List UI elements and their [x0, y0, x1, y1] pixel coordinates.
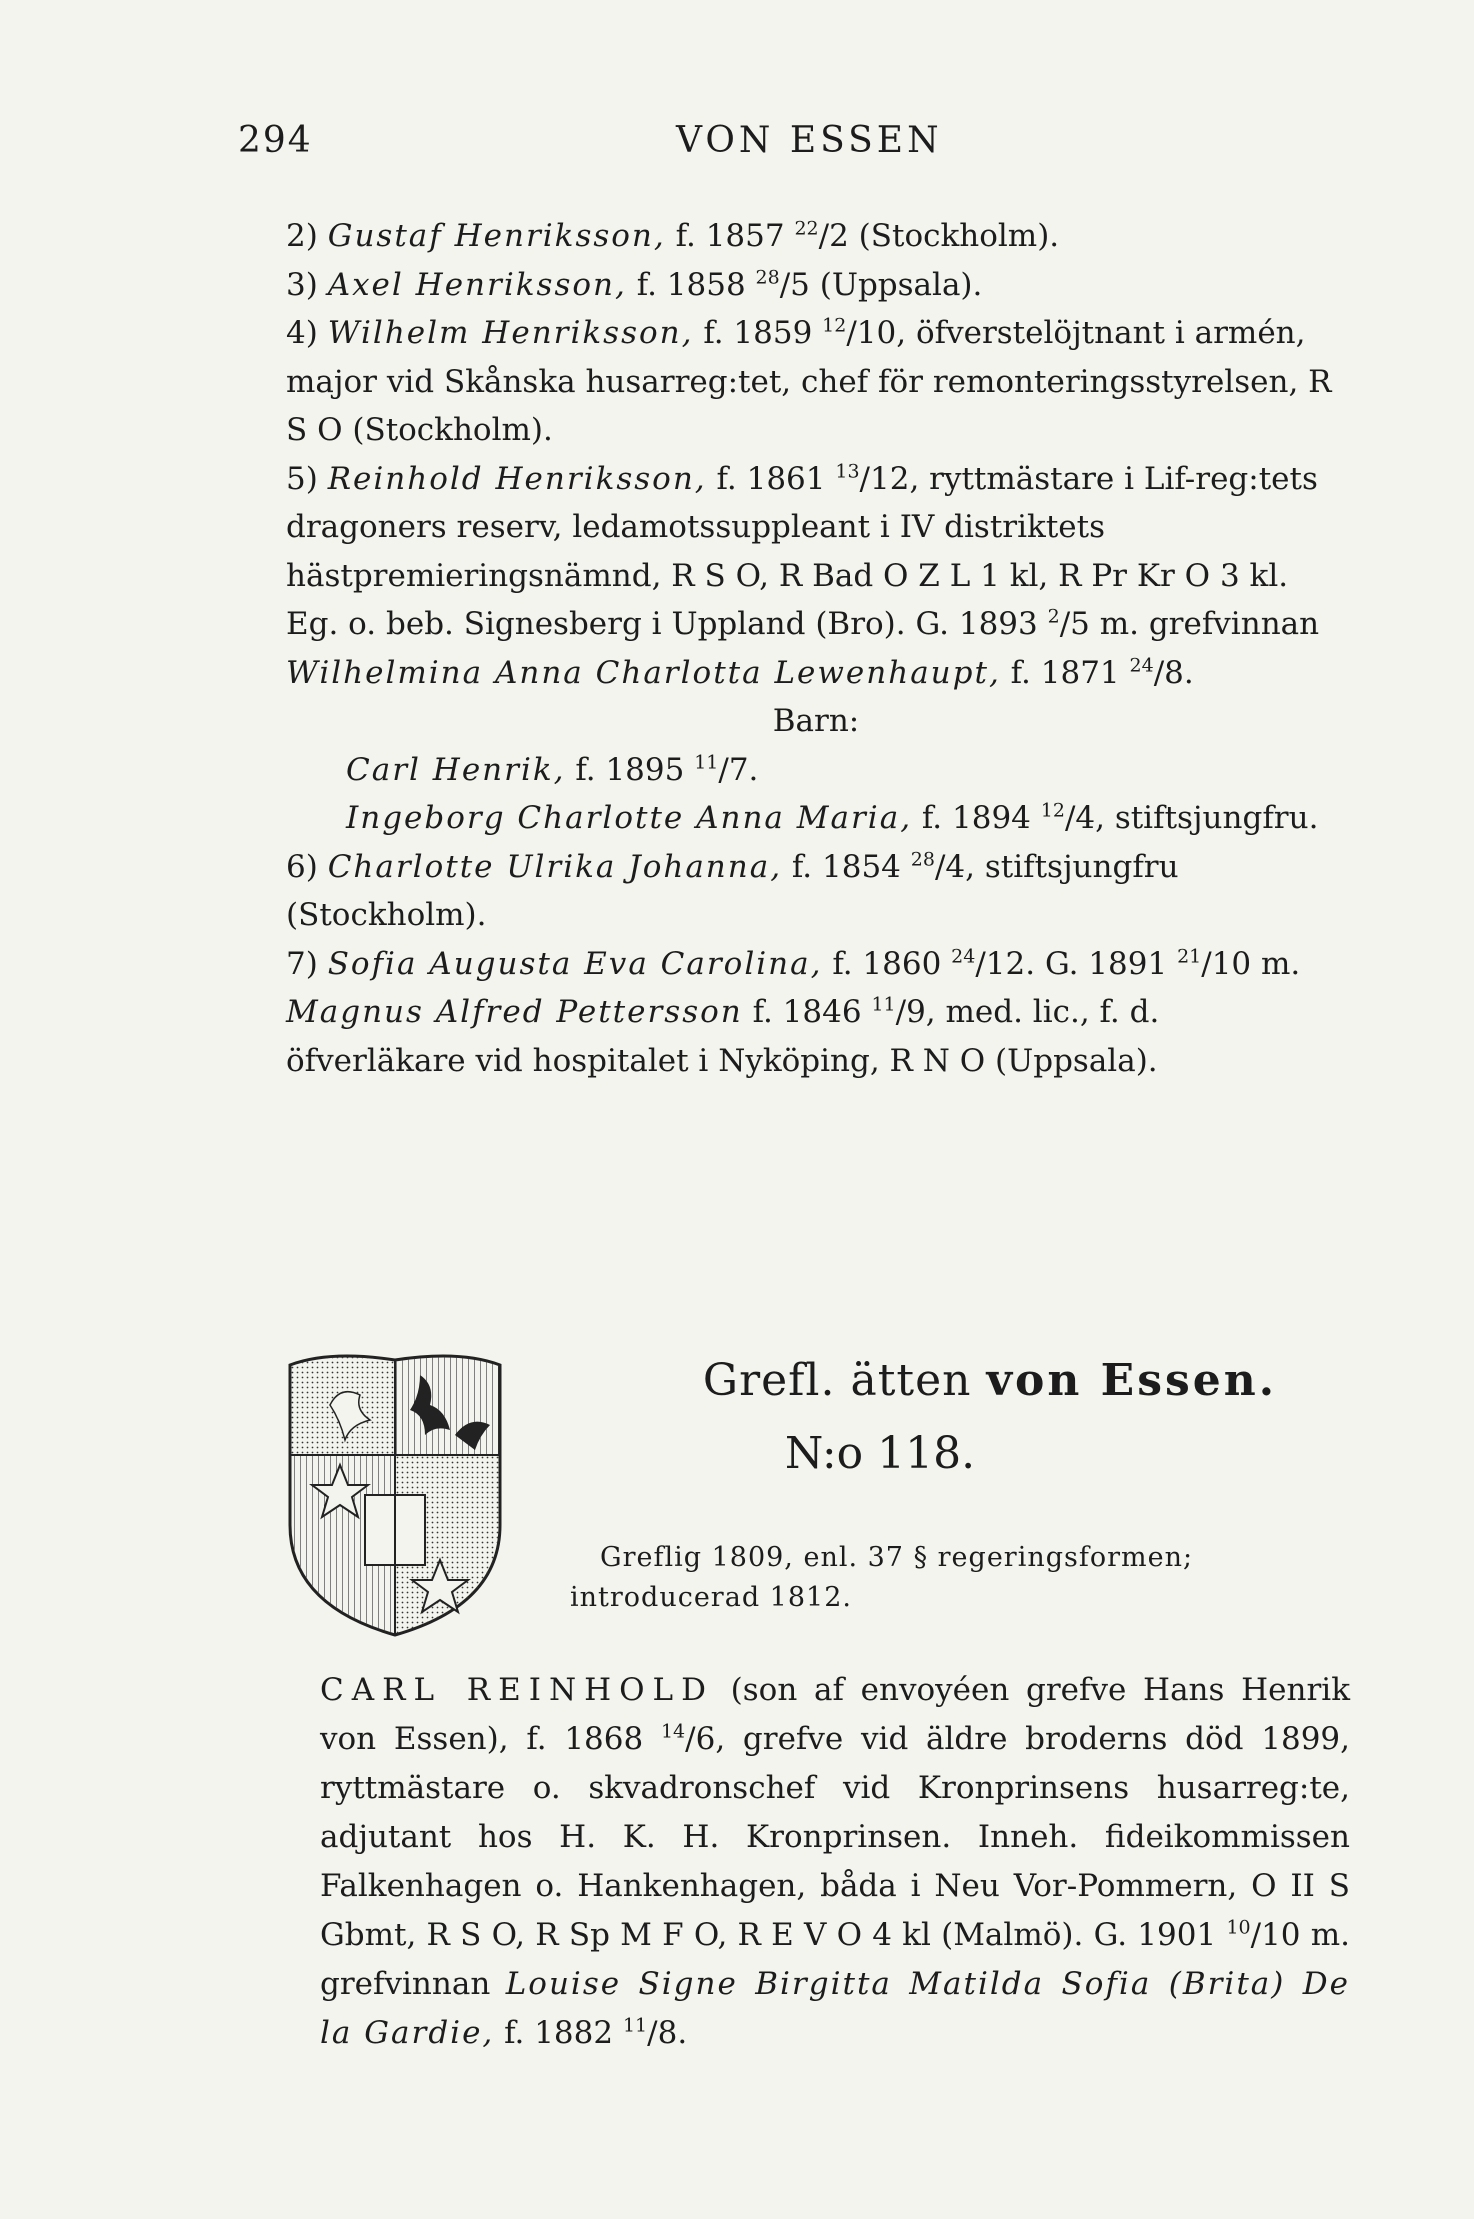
entry-5: [286, 455, 1346, 698]
children-heading: Barn:: [772, 703, 860, 739]
entry-text: /5 (Uppsala).: [779, 266, 983, 303]
entry-number: 4): [286, 315, 318, 351]
person-name: Ingeborg Charlotte Anna Maria,: [346, 800, 913, 836]
genealogy-entries: [286, 212, 1346, 1085]
entry-text: f. 1846: [742, 994, 872, 1030]
entry-7: [286, 940, 1346, 1086]
entry-text: /8.: [1153, 654, 1194, 691]
entry-text: /7.: [718, 751, 759, 788]
person-name: Carl Henrik,: [346, 751, 566, 788]
entry-4: [286, 309, 1346, 455]
entry-number: 3): [286, 266, 318, 303]
date-sup: 11: [871, 993, 896, 1016]
section-title: [600, 1355, 1380, 1406]
entry-text: /9, med. lic., f. d. öfverläkare vid hospitalet i Nyköping, R N O (Uppsala).: [286, 994, 1160, 1079]
entry-text: /2 (Stockholm).: [818, 218, 1060, 254]
entry-text: f. 1882: [494, 2015, 623, 2051]
entry-text: f. 1861: [706, 460, 836, 497]
running-header: VON ESSEN: [676, 120, 943, 161]
date-sup: 11: [622, 2014, 648, 2037]
person-name: Wilhelm Henriksson,: [327, 315, 694, 351]
entry-text: f. 1859: [693, 315, 823, 351]
coat-of-arms-icon: [270, 1345, 520, 1645]
entry-number: 5): [286, 460, 318, 497]
person-name: Axel Henriksson,: [327, 266, 627, 303]
date-sup: 24: [951, 945, 976, 968]
date-sup: 10: [1226, 1916, 1251, 1939]
entry-text: f. 1858: [626, 266, 756, 303]
date-sup: 21: [1177, 945, 1202, 968]
spouse-name: Magnus Alfred Pettersson: [286, 994, 743, 1030]
entry-number: 6): [286, 848, 318, 885]
date-sup: 12: [822, 314, 847, 337]
spouse-name: Wilhelmina Anna Charlotta Lewenhaupt,: [286, 654, 1001, 691]
entry-text: f. 1860: [822, 945, 952, 982]
section-note: Greflig 1809, enl. 37 § regeringsformen; introducerad 1812.: [570, 1542, 1194, 1613]
person-name: Gustaf Henriksson,: [327, 218, 666, 254]
section-number: N:o 118.: [784, 1428, 976, 1479]
entry-text: f. 1871: [1000, 654, 1130, 691]
entry-2: [286, 212, 1346, 261]
section-title-part: von Essen.: [986, 1355, 1278, 1406]
entry-text: /4, stiftsjungfru.: [1064, 800, 1319, 836]
entry-text: /10 m.: [1201, 945, 1301, 982]
entry-text: /10, öfverstelöjtnant i armén, major vid Skånska husarreg:tet, chef för remonteringsstyrelsen, R S O (Stockholm).: [286, 315, 1332, 448]
entry-6: [286, 843, 1346, 940]
entry-3: [286, 261, 1346, 310]
date-sup: 22: [794, 217, 819, 240]
entry-number: 2): [286, 218, 318, 254]
entry-text: /5 m. grefvinnan: [1059, 606, 1320, 642]
date-sup: 11: [694, 751, 719, 774]
entry-text: f. 1894: [912, 800, 1041, 836]
entry-text: /6, grefve vid äldre broderns död 1899, ryttmästare o. skvadronschef vid Kronprinsens husarreg:te, adjutant hos H. K. H. Kronprinsen. Inneh. fideikommissen Falkenhagen o. Hankenhagen, båda i Neu Vor-Pommern, O II S Gbmt, R S O, R Sp M F O, R E V O 4 kl (Malmö). G. 1901: [320, 1721, 1350, 1953]
date-sup: 28: [910, 848, 935, 871]
date-sup: 2: [1047, 605, 1060, 628]
entry-text: (son af envoyéen grefve Hans Henrik von Essen), f. 1868: [320, 1672, 1350, 1757]
entry-text: /12, ryttmästare i Lif-reg:tets dragoners reserv, ledamotssuppleant i IV distriktets hästpremieringsnämnd, R S O, R Bad O Z L 1 kl, R Pr Kr O 3 kl. Eg. o. beb. Signesberg i Uppland (Bro). G. 1893: [286, 460, 1318, 642]
date-sup: 12: [1040, 799, 1065, 822]
child-entry: [286, 746, 1346, 795]
section-title-part: Grefl. ätten: [702, 1355, 972, 1406]
entry-text: /10 m. grefvinnan: [320, 1917, 1350, 2002]
child-entry: [286, 794, 1346, 843]
entry-text: /4, stiftsjungfru (Stockholm).: [286, 848, 1179, 933]
date-sup: 13: [835, 460, 860, 483]
date-sup: 14: [660, 1720, 686, 1743]
page-number: 294: [238, 120, 313, 161]
entry-text: /8.: [647, 2015, 688, 2051]
person-name: Sofia Augusta Eva Carolina,: [327, 945, 823, 982]
spouse-name: Louise Signe Birgitta Matilda Sofia (Brita) De la Gardie,: [320, 1966, 1350, 2051]
entry-text: /12. G. 1891: [975, 945, 1178, 982]
person-name: CARL REINHOLD: [320, 1672, 714, 1708]
date-sup: 28: [755, 266, 780, 289]
person-name: Charlotte Ulrika Johanna,: [327, 848, 783, 885]
carl-reinhold-entry: [320, 1666, 1350, 2058]
entry-text: f. 1895: [565, 751, 695, 788]
entry-text: f. 1857: [665, 218, 795, 254]
entry-text: f. 1854: [782, 848, 911, 885]
entry-number: 7): [286, 945, 318, 982]
person-name: Reinhold Henriksson,: [327, 460, 707, 497]
date-sup: 24: [1129, 654, 1154, 677]
